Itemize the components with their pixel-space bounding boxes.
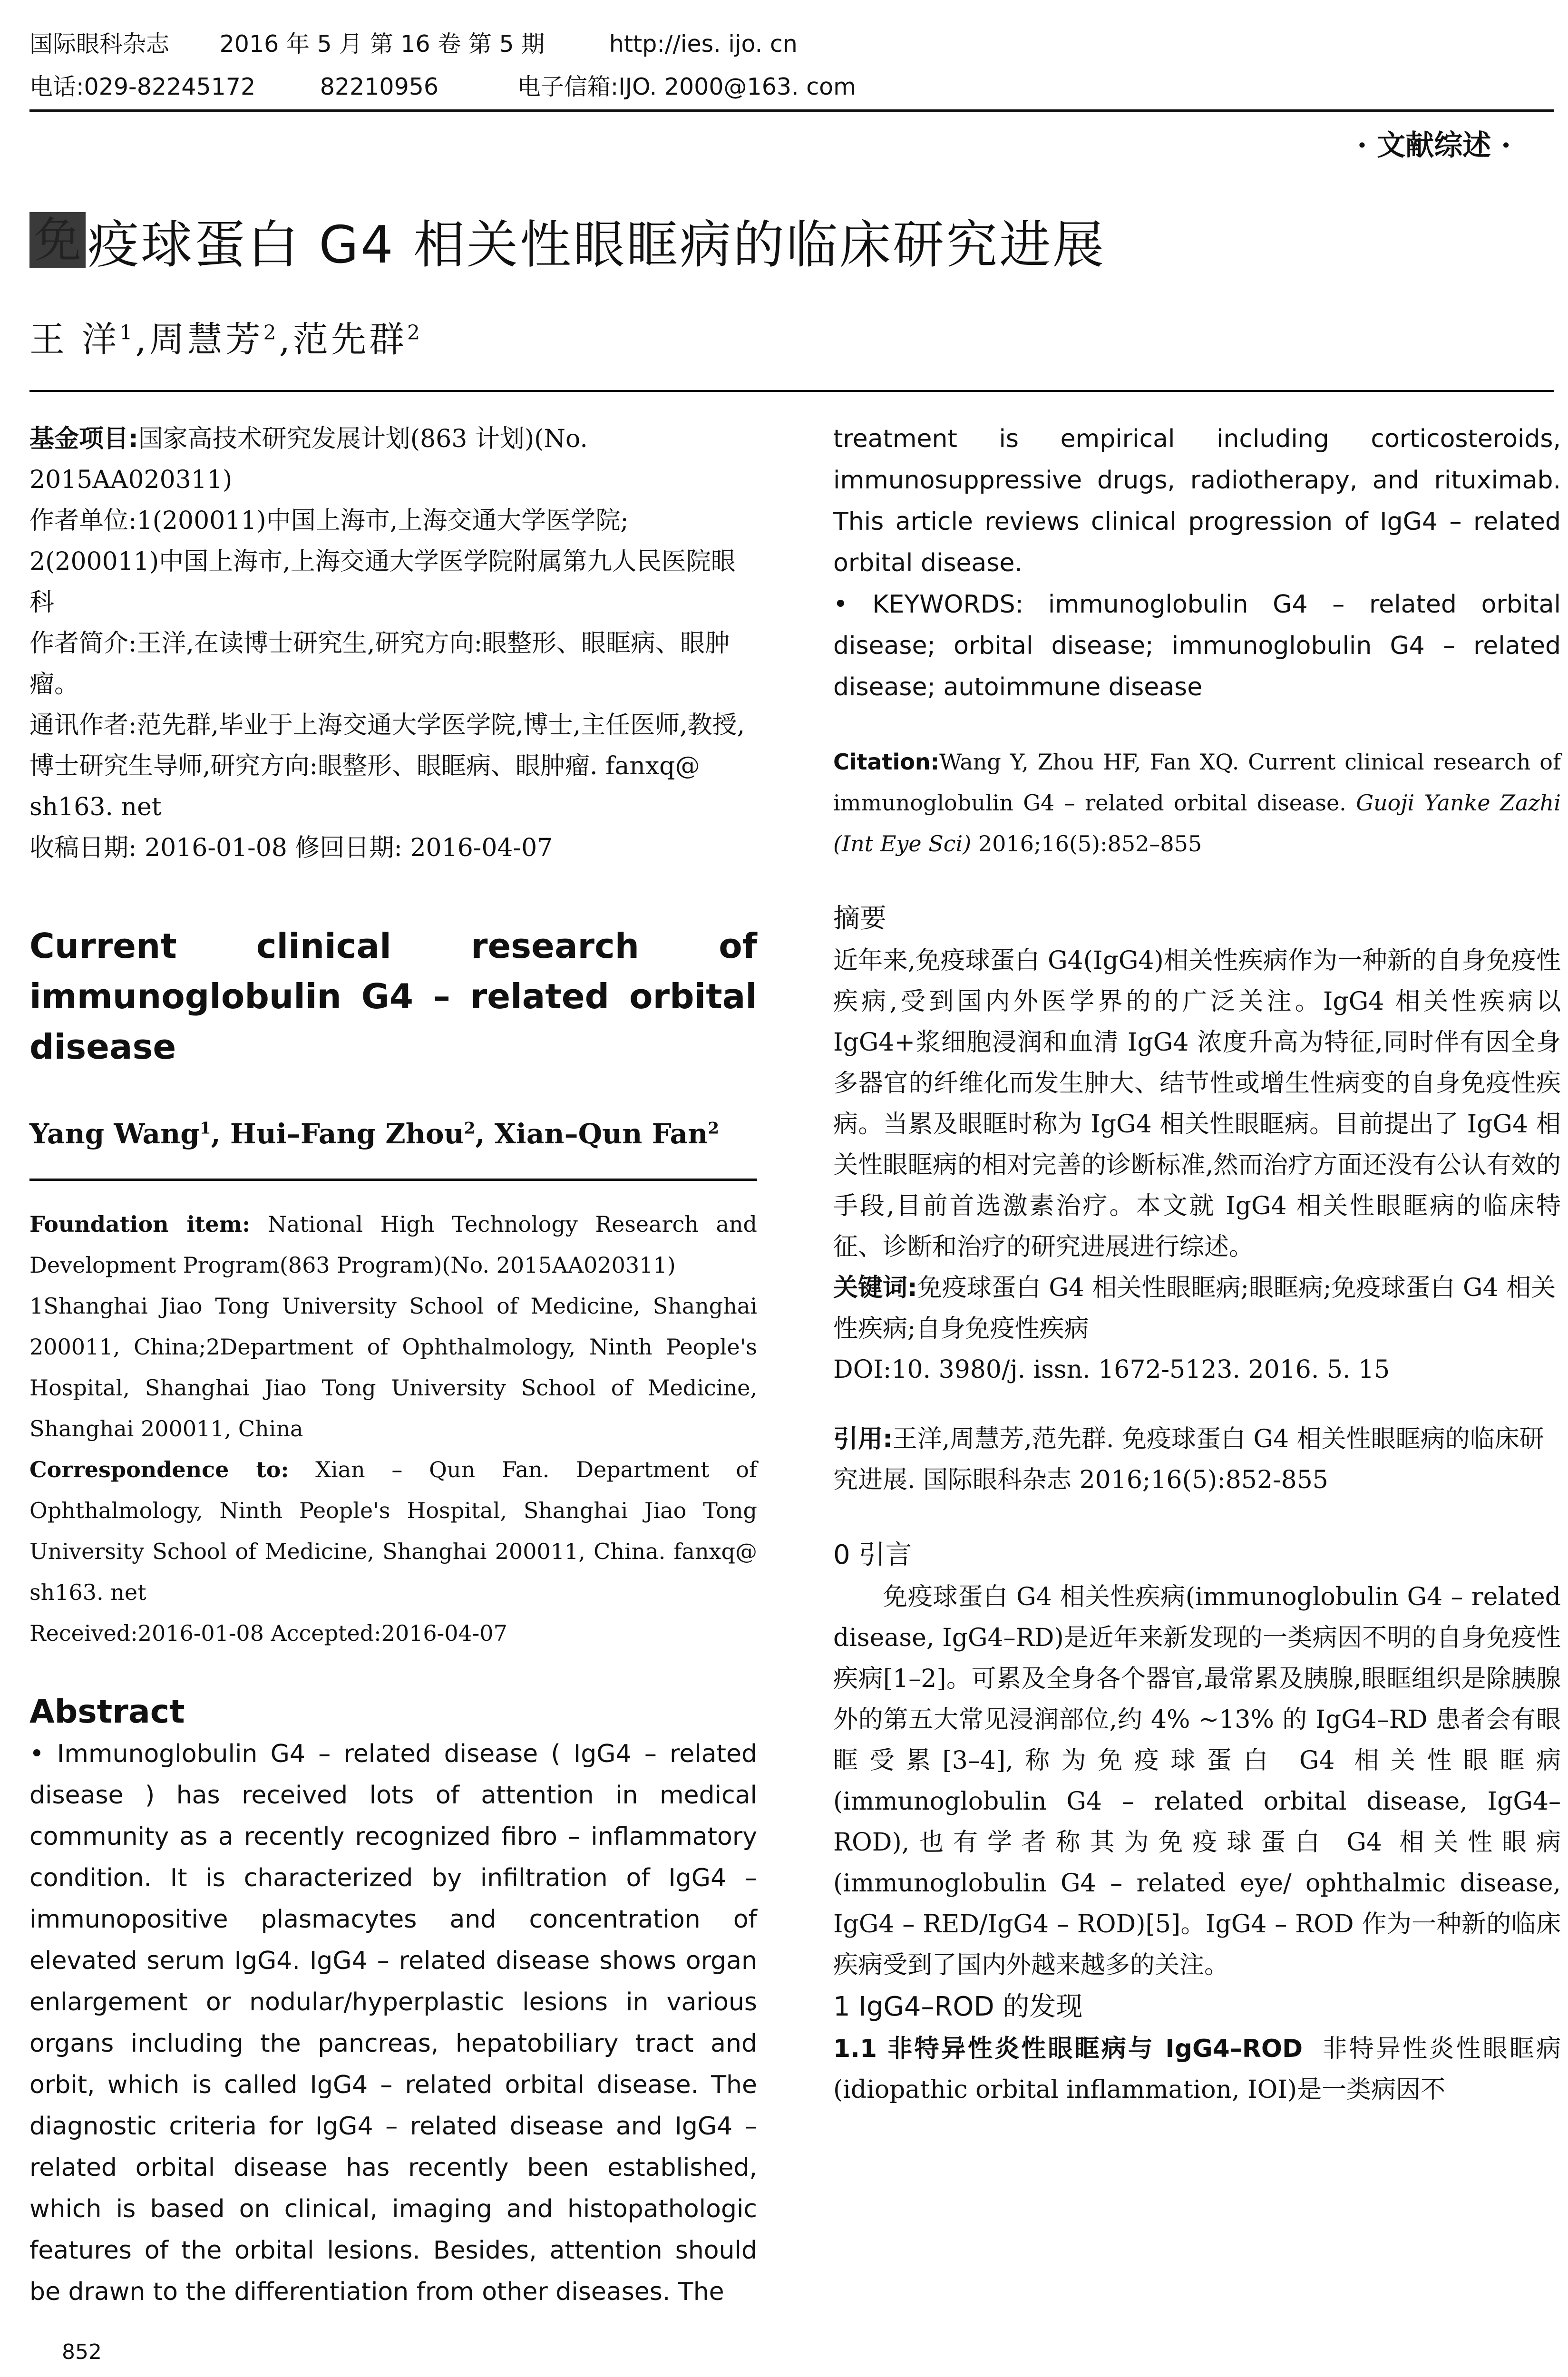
correspondence [29, 1449, 757, 1613]
left-column [29, 419, 757, 2313]
title-text: 疫球蛋白 G4 相关性眼眶病的临床研究进展 [88, 215, 1106, 275]
keywords-en: • KEYWORDS: immunoglobulin G4 – related orbital disease; orbital disease; immunoglobulin G4 – related disease; autoimmune disease [833, 590, 1561, 701]
abstract-cn: 近年来,免疫球蛋白 G4(IgG4)相关性疾病作为一种新的自身免疫性疾病,受到国内外医学界的的广泛关注。IgG4 相关性疾病以 IgG4+浆细胞浸润和血清 IgG4 浓度升高为特征,同时伴有因全身多器官的纤维化而发生肿大、结节性或增生性病变的自身免疫性疾病。当累及眼眶时称为 IgG4 相关性眼眶病。目前提出了 IgG4 相关性眼眶病的相对完善的诊断标准,然而治疗方面还没有公认有效的手段,目前首选激素治疗。本文就 IgG4 相关性眼眶病的临床特征、诊断和治疗的研究进展进行综述。 [833, 946, 1561, 1261]
journal-url[interactable]: http://ies. ijo. cn [609, 30, 798, 58]
cite-cn-label: 引用: [833, 1425, 893, 1453]
title-first-char: 免 [29, 212, 86, 268]
author-cn-1: 王 洋 [29, 319, 120, 360]
abstract-continued: treatment is empirical including corticosteroids, immunosuppressive drugs, radiotherapy, and rituximab. This article reviews clinical progression of IgG4 – related orbital disease. [833, 425, 1561, 577]
author-cn-3: ,范先群 [279, 319, 408, 360]
abstract-cn-heading: 摘要 [833, 903, 886, 934]
citation-label: Citation: [833, 749, 940, 775]
fund-info [29, 419, 757, 500]
abstract-text: • Immunoglobulin G4 – related disease ( IgG4 – related disease ) has received lots of attention in medical community as a recently recognized fibro – inflammatory condition. It is characterized by infiltration of IgG4 – immunopositive plasmacytes and concentration of elevated serum IgG4. IgG4 – related disease shows organ enlargement or nodular/hyperplastic lesions in various organs including the pancreas, hepatobiliary tract and orbit, which is called IgG4 – related orbital disease. The diagnostic criteria for IgG4 – related disease and IgG4 – related orbital disease has recently been established, which is based on clinical, imaging and histopathologic features of the orbital lesions. Besides, attention should be drawn to the differentiation from other diseases. The [29, 1740, 757, 2306]
keywords-cn-label: 关键词: [833, 1274, 917, 1302]
header-rule [29, 109, 1554, 112]
citation-tail: 2016;16(5):852–855 [978, 831, 1202, 857]
doi[interactable]: DOI:10. 3980/j. issn. 1672-5123. 2016. 5. 15 [833, 1355, 1390, 1384]
section-1-heading: 1 IgG4–ROD 的发现 [833, 1991, 1083, 2022]
cite-cn-text: 王洋,周慧芳,范先群. 免疫球蛋白 G4 相关性眼眶病的临床研究进展. 国际眼科杂志 2016;16(5):852-855 [833, 1425, 1544, 1494]
correspondence-label: Correspondence to: [29, 1457, 289, 1482]
keywords-cn [833, 1267, 1561, 1349]
right-column [833, 419, 1561, 2110]
section-1-1-text: 非特异性炎性眼眶病(idiopathic orbital inflammation, IOI)是一类病因不 [833, 2035, 1561, 2104]
phone-2: 82210956 [320, 73, 439, 100]
affil-label: 作者单位: [29, 507, 137, 535]
received-accepted: Received:2016-01-08 Accepted:2016-04-07 [29, 1620, 507, 1646]
foundation-text: National High Technology Research and Development Program(863 Program)(No. 2015AA020311) [29, 1211, 757, 1278]
en-author-1: Yang Wang [29, 1118, 200, 1150]
journal-name: 国际眼科杂志 [29, 30, 170, 58]
affil-text-1: 1(200011)中国上海市,上海交通大学医学院; [136, 507, 629, 535]
foundation-label: Foundation item: [29, 1211, 251, 1237]
affil-info [29, 500, 757, 541]
affil-text-2: 2(200011)中国上海市,上海交通大学医学院附属第九人民医院眼科 [29, 547, 736, 617]
author-bio: 作者简介:王洋,在读博士研究生,研究方向:眼整形、眼眶病、眼肿瘤。 [29, 629, 730, 699]
title-rule [29, 390, 1554, 392]
section-tag: · 文献综述 · [1357, 129, 1511, 162]
author-cn-2: ,周慧芳 [135, 319, 263, 360]
abstract-heading: Abstract [29, 1693, 185, 1731]
email-label[interactable]: 电子信箱:IJO. 2000@163. com [517, 73, 856, 100]
phone-label: 电话:029-82245172 [29, 73, 256, 100]
citation-journal: Guoji Yanke Zazhi (Int Eye Sci) [833, 790, 1561, 857]
corresponding-author: 通讯作者:范先群,毕业于上海交通大学医学院,博士,主任医师,教授,博士研究生导师,研究方向:眼整形、眼眶病、眼肿瘤. fanxq@ sh163. net [29, 711, 745, 821]
author-cn-1-sup: 1 [119, 321, 136, 344]
fund-label: 基金项目: [29, 425, 138, 453]
affiliation-en: 1Shanghai Jiao Tong University School of Medicine, Shanghai 200011, China;2Department of Ophthalmology, Ninth People's Hospital, Shanghai Jiao Tong University School of Medicine, Shanghai 200011, China [29, 1293, 757, 1442]
page-number: 852 [62, 2340, 102, 2364]
english-authors-rule [29, 1179, 757, 1181]
foundation-item [29, 1204, 757, 1286]
keywords-cn-text: 免疫球蛋白 G4 相关性眼眶病;眼眶病;免疫球蛋白 G4 相关性疾病;自身免疫性疾病 [833, 1274, 1556, 1343]
en-author-3: , Xian–Qun Fan [475, 1118, 708, 1150]
citation [833, 741, 1561, 864]
english-authors [29, 1118, 757, 1150]
en-author-1-sup: 1 [199, 1119, 211, 1138]
section-1-1 [833, 2028, 1561, 2110]
author-cn-3-sup: 2 [407, 321, 423, 344]
page-title [29, 205, 1106, 276]
en-author-3-sup: 2 [708, 1119, 720, 1138]
en-author-2-sup: 2 [464, 1119, 476, 1138]
journal-header [29, 23, 1551, 108]
intro-heading: 0 引言 [833, 1539, 912, 1570]
issue-info: 2016 年 5 月 第 16 卷 第 5 期 [219, 30, 545, 58]
correspondence-text: Xian – Qun Fan. Department of Ophthalmology, Ninth People's Hospital, Shanghai Jiao Tong University School of Medicine, Shanghai 200011, China. fanxq@ sh163. net [29, 1457, 757, 1605]
en-author-2: , Hui–Fang Zhou [211, 1118, 464, 1150]
cite-cn [833, 1419, 1561, 1500]
dates-cn: 收稿日期: 2016-01-08 修回日期: 2016-04-07 [29, 834, 553, 862]
authors-cn [29, 312, 423, 362]
intro-text: 免疫球蛋白 G4 相关性疾病(immunoglobulin G4 – related disease, IgG4–RD)是近年来新发现的一类病因不明的自身免疫性疾病[1–2]。可累及全身各个器官,最常累及胰腺,眼眶组织是除胰腺外的第五大常见浸润部位,约 4% ~13% 的 IgG4–RD 患者会有眼眶受累[3–4],称为免疫球蛋白 G4 相关性眼眶病(immunoglobulin G4 – related orbital disease, IgG4–ROD),也有学者称其为免疫球蛋白 G4 相关性眼病(immunoglobulin G4 – related eye/ ophthalmic disease, IgG4 – RED/IgG4 – ROD)[5]。IgG4 – ROD 作为一种新的临床疾病受到了国内外越来越多的关注。 [833, 1583, 1561, 1979]
section-1-1-label: 1.1 非特异性炎性眼眶病与 IgG4–ROD [833, 2035, 1303, 2063]
author-cn-2-sup: 2 [263, 321, 279, 344]
citation-text: Wang Y, Zhou HF, Fan XQ. Current clinical research of immunoglobulin G4 – related orbital disease. [833, 749, 1561, 816]
fund-text: 国家高技术研究发展计划(863 计划)(No. 2015AA020311) [29, 425, 588, 494]
english-title: Current clinical research of immunoglobulin G4 – related orbital disease [29, 926, 757, 1067]
